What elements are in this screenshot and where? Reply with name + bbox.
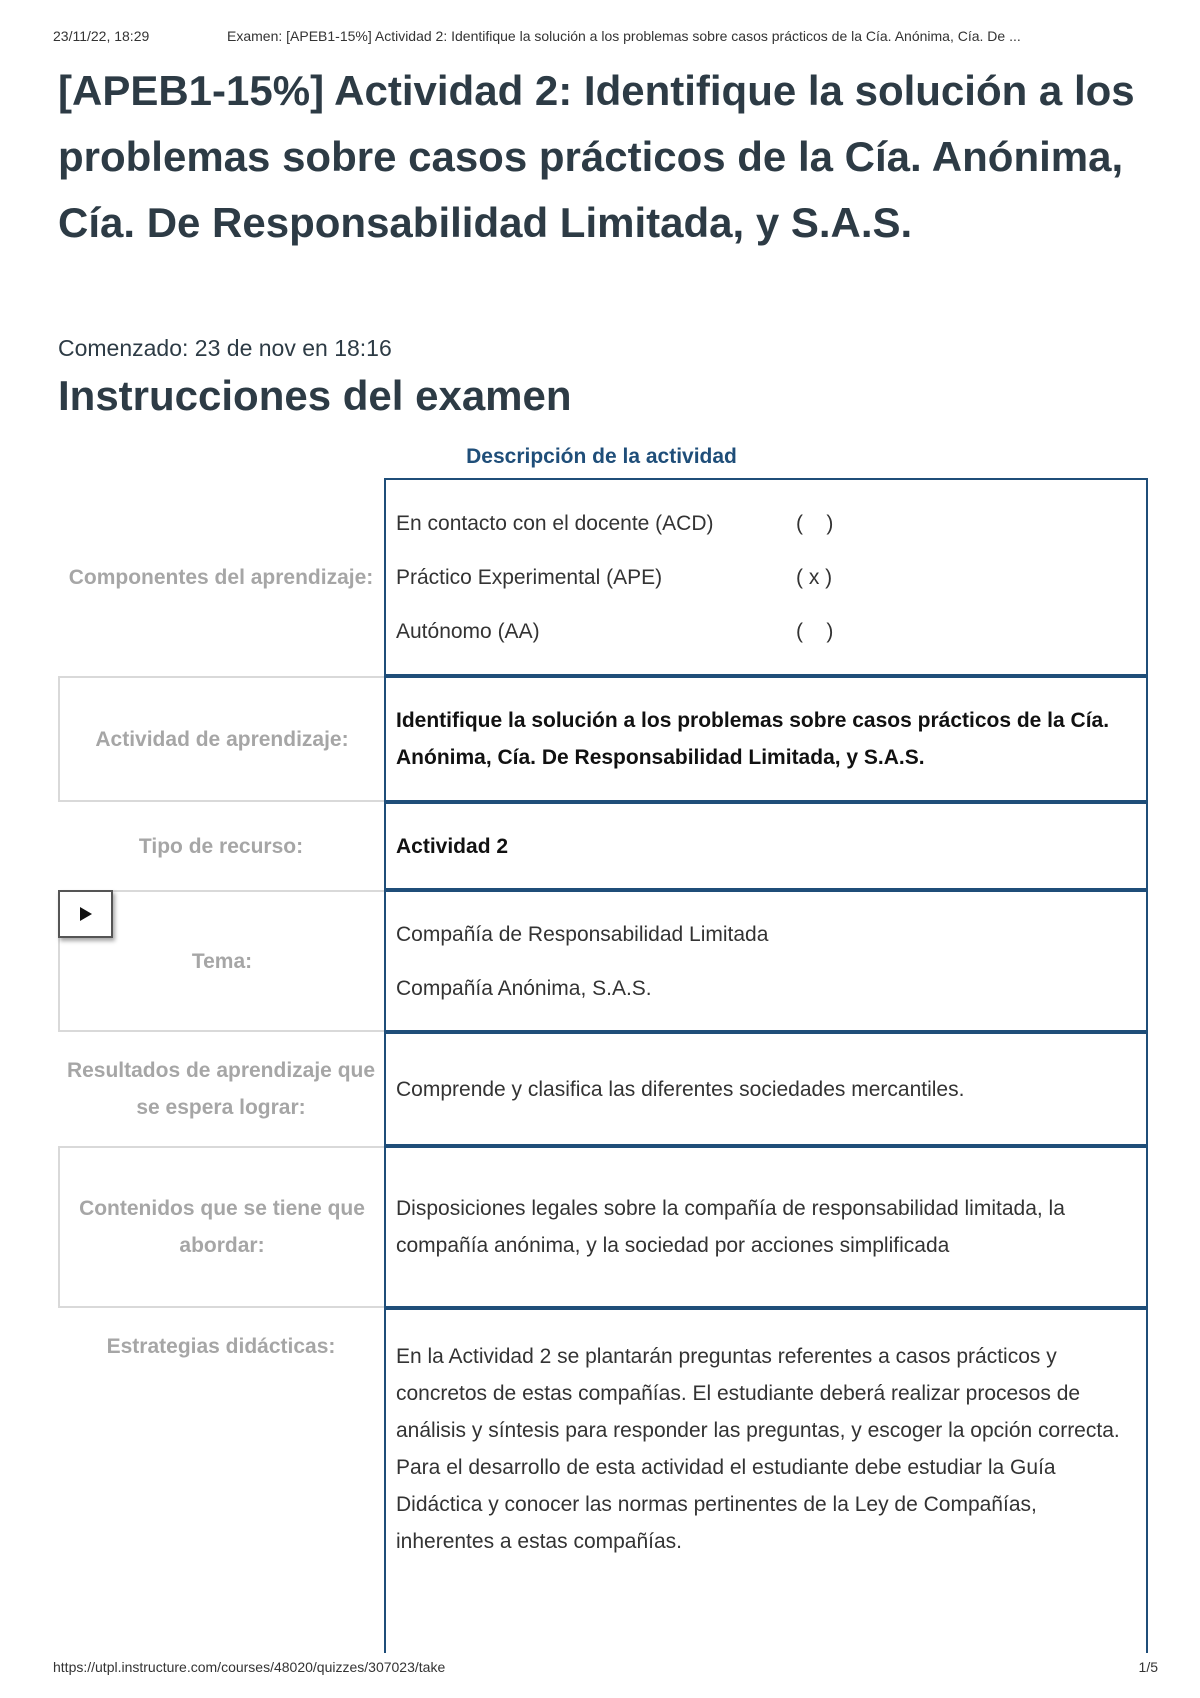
play-button[interactable] <box>58 890 113 938</box>
resource-type-cell <box>384 802 1148 890</box>
topic-cell <box>384 890 1148 1032</box>
component-row <box>396 604 1136 658</box>
resource-type-label <box>58 802 384 890</box>
print-document-title: Examen: [APEB1-15%] Actividad 2: Identifique la solución a los problemas sobre casos prácticos de la Cía. Anónima, Cía. De ... <box>227 28 1021 44</box>
outcomes-cell <box>384 1032 1148 1146</box>
page-title: [APEB1-15%] Actividad 2: Identifique la solución a los problemas sobre casos prácticos de la Cía. Anónima, Cía. De Responsabilidad Limitada, y S.A.S. <box>58 67 1135 246</box>
activity-value: Identifique la solución a los problemas sobre casos prácticos de la Cía. Anónima, Cía. De Responsabilidad Limitada, y S.A.S. <box>396 709 1110 769</box>
print-url: https://utpl.instructure.com/courses/48020/quizzes/307023/take <box>53 1659 446 1675</box>
component-mark: ( ) <box>796 511 834 535</box>
topic-label-text: Tema: <box>191 949 253 973</box>
page-number: 1/5 <box>1138 1659 1158 1675</box>
table-caption: Descripción de la actividad <box>466 445 737 468</box>
strategies-value: En la Actividad 2 se plantarán preguntas referentes a casos prácticos y concretos de estas compañías. El estudiante deberá realizar procesos de análisis y síntesis para responder las preguntas, y escoger la opción correcta. Para el desarrollo de esta actividad el estudiante debe estudiar la Guía Didáctica y conocer las normas pertinentes de la Ley de Compañías, inherentes a estas compañías. <box>396 1345 1120 1553</box>
outcomes-label-text: Resultados de aprendizaje que se espera lograr: <box>66 1059 376 1119</box>
instructions-heading: Instrucciones del examen <box>58 372 572 419</box>
component-row <box>396 496 1136 550</box>
contents-label <box>58 1146 384 1308</box>
component-mark: ( ) <box>796 619 834 643</box>
outcomes-value: Comprende y clasifica las diferentes sociedades mercantiles. <box>396 1077 965 1101</box>
component-name: En contacto con el docente (ACD) <box>396 511 714 535</box>
component-row <box>396 550 1136 604</box>
activity-label <box>58 676 384 802</box>
outcomes-label <box>58 1032 384 1146</box>
activity-label-text: Actividad de aprendizaje: <box>95 727 349 751</box>
play-icon <box>80 907 92 921</box>
strategies-label-text: Estrategias didácticas: <box>106 1335 336 1358</box>
topic-line: Compañía Anónima, S.A.S. <box>396 976 652 1000</box>
print-datetime: 23/11/22, 18:29 <box>53 28 150 44</box>
contents-cell <box>384 1146 1148 1308</box>
resource-type-value: Actividad 2 <box>396 834 509 858</box>
contents-label-text: Contenidos que se tiene que abordar: <box>79 1197 365 1257</box>
components-cell <box>384 478 1148 676</box>
component-name: Autónomo (AA) <box>396 619 540 643</box>
strategies-cell <box>384 1308 1148 1653</box>
topic-line: Compañía de Responsabilidad Limitada <box>396 922 769 946</box>
components-label-text: Componentes del aprendizaje: <box>68 565 374 589</box>
components-label <box>58 478 384 676</box>
started-timestamp: Comenzado: 23 de nov en 18:16 <box>58 335 392 361</box>
activity-cell <box>384 676 1148 802</box>
component-name: Práctico Experimental (APE) <box>396 565 663 589</box>
component-mark: ( x ) <box>796 565 833 589</box>
contents-value: Disposiciones legales sobre la compañía de responsabilidad limitada, la compañía anónima, y la sociedad por acciones simplificada <box>396 1197 1065 1257</box>
resource-type-label-text: Tipo de recurso: <box>138 834 304 858</box>
strategies-label <box>58 1308 384 1653</box>
